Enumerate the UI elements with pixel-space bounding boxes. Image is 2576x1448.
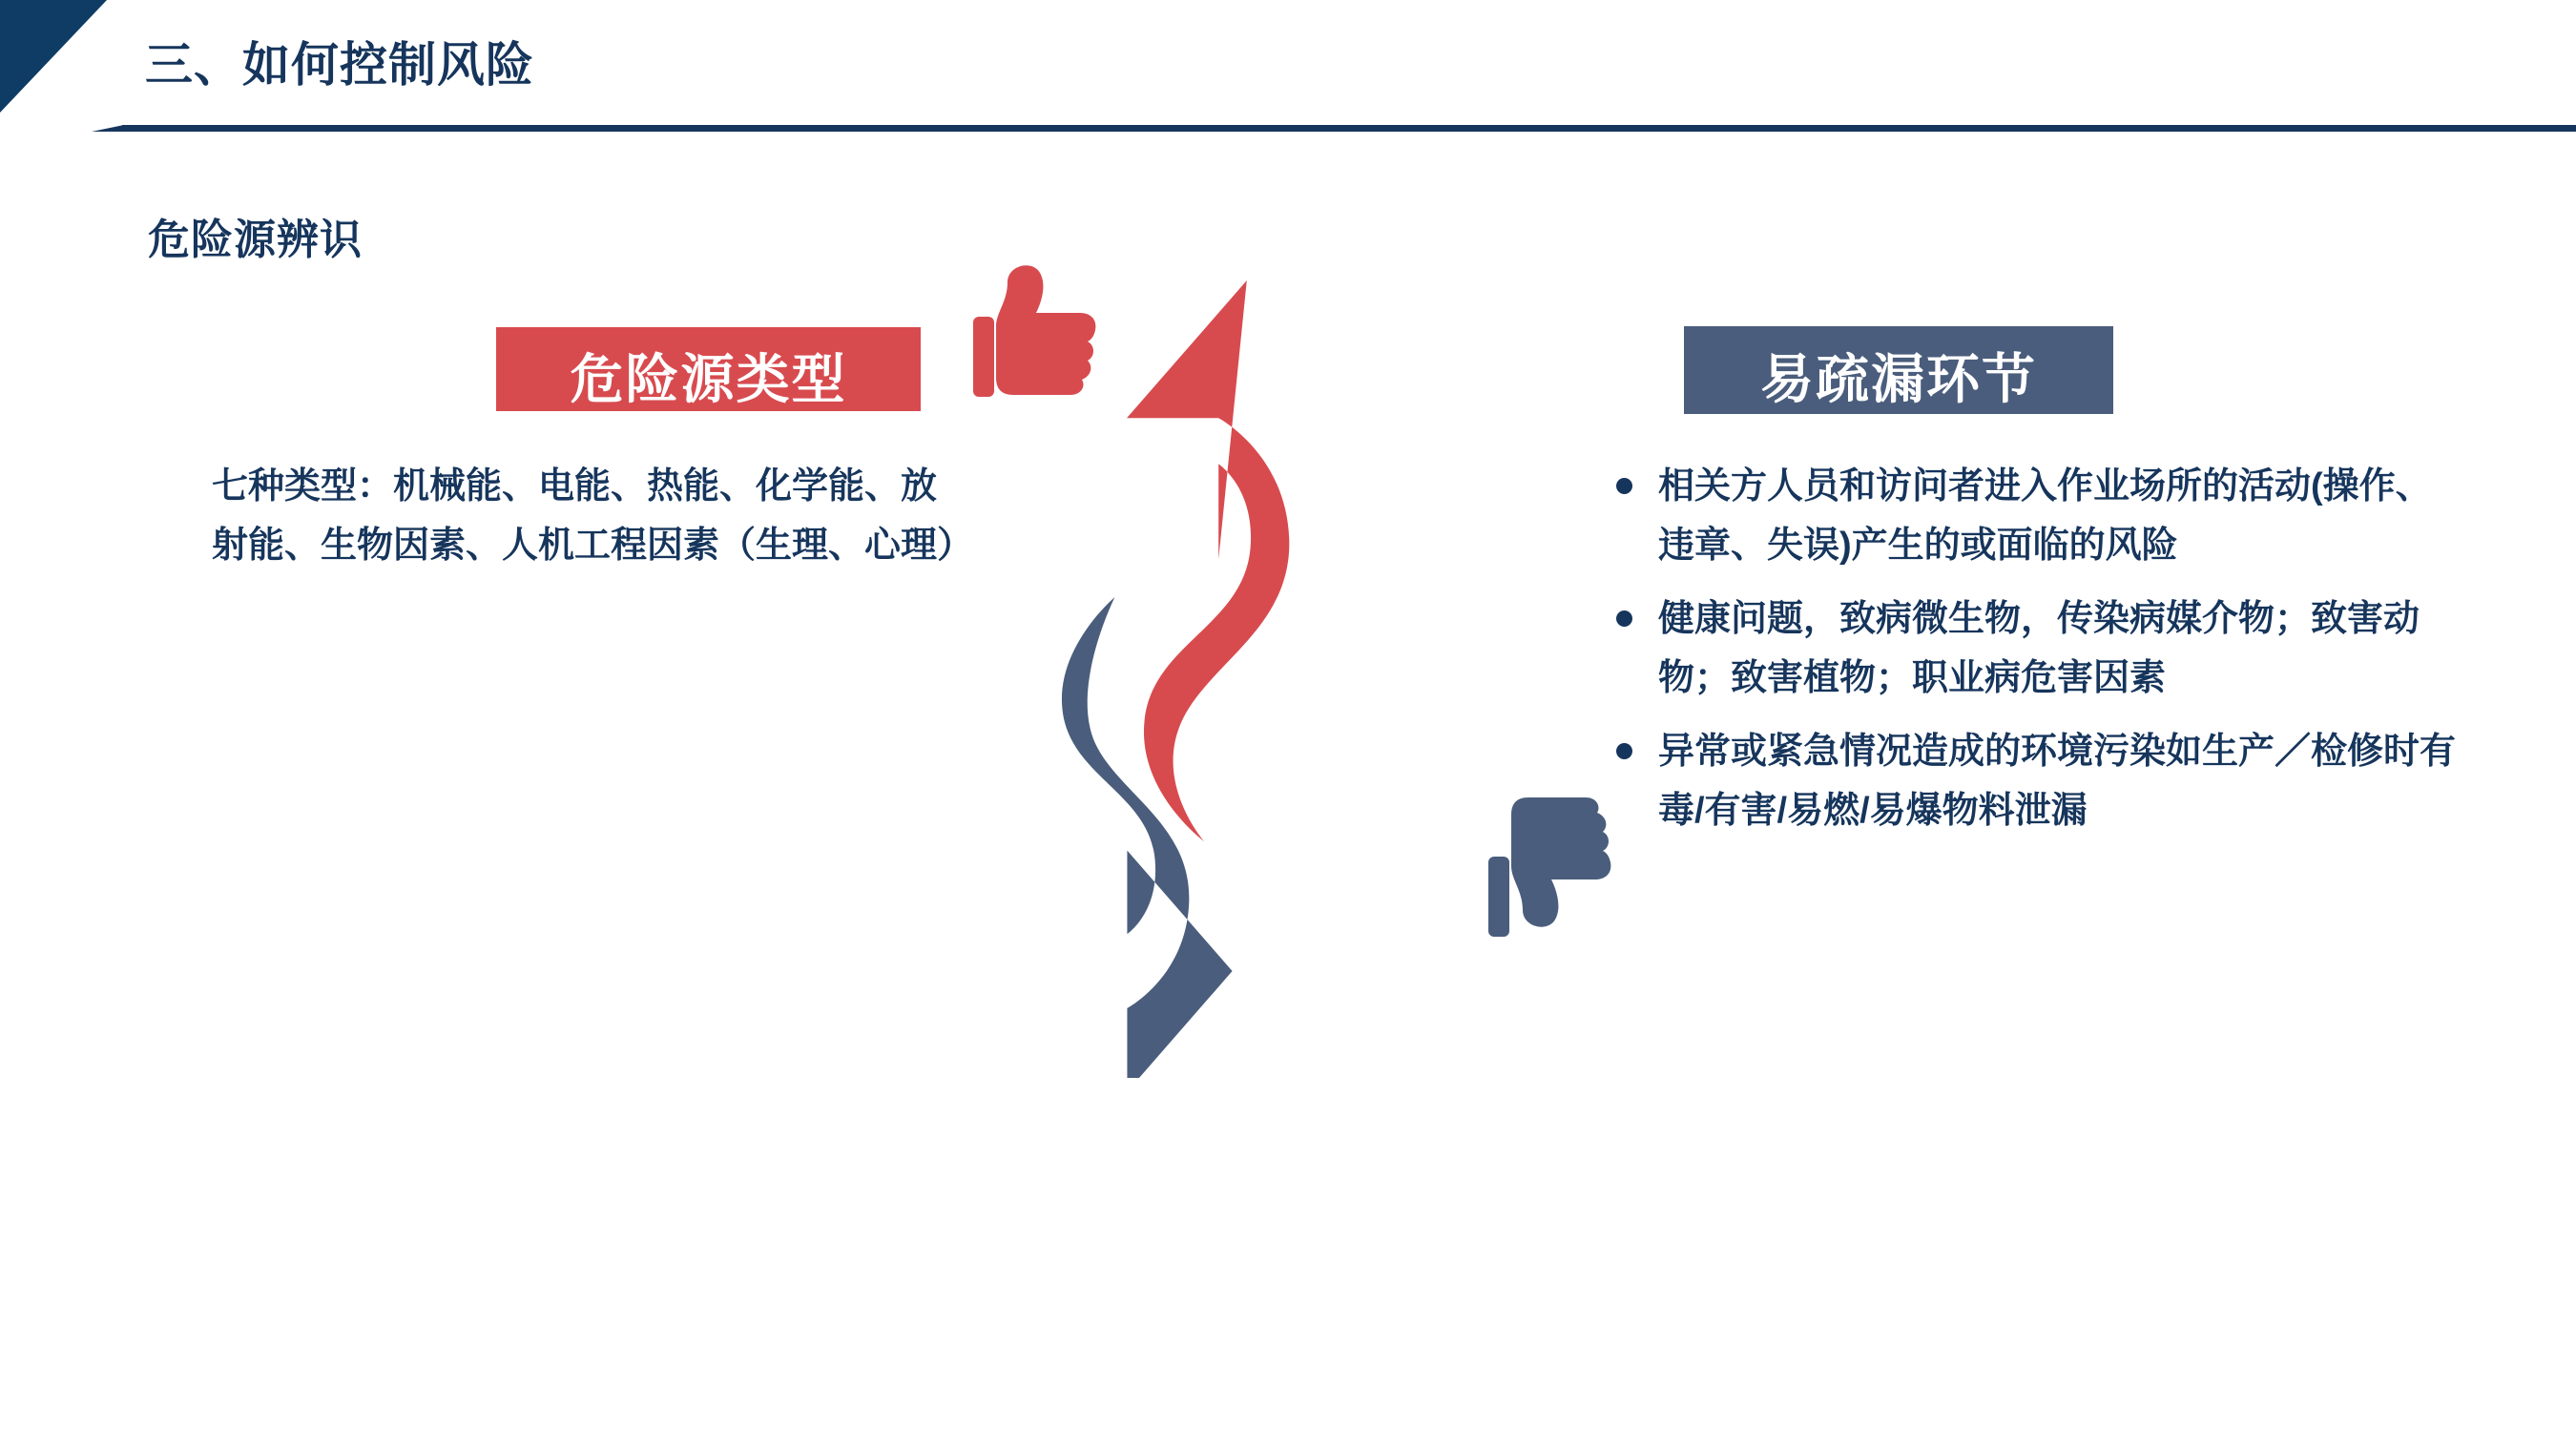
weak-link-badge xyxy=(1684,326,2113,414)
hazard-type-body xyxy=(212,458,974,575)
list-item-text: 异常或紧急情况造成的环境污染如生产／检修时有毒/有害/易燃/易爆物料泄漏 xyxy=(1658,732,2457,831)
section-subtitle: 危险源辨识 xyxy=(148,217,363,263)
list-item xyxy=(1603,723,2462,840)
bullet-dot-icon xyxy=(1616,743,1632,759)
list-item xyxy=(1603,590,2462,708)
hazard-type-badge xyxy=(496,327,921,411)
header-rule-taper xyxy=(92,125,124,132)
hazard-type-badge-label: 危险源类型 xyxy=(570,349,847,409)
curved-arrow-up-icon xyxy=(1127,280,1289,841)
slide-header xyxy=(0,0,2576,141)
thumbs-down-icon xyxy=(1488,797,1610,937)
center-arrows-graphic xyxy=(973,258,1622,1078)
list-item-text: 相关方人员和访问者进入作业场所的活动(操作、违章、失误)产生的或面临的风险 xyxy=(1658,466,2432,566)
hazard-type-body-text: 机械能、电能、热能、化学能、放射能、生物因素、人机工程因素（生理、心理） xyxy=(212,466,974,566)
thumbs-up-icon xyxy=(973,265,1095,397)
header-rule xyxy=(122,125,2576,132)
page-title: 三、如何控制风险 xyxy=(145,38,534,92)
bullet-dot-icon xyxy=(1616,610,1632,627)
header-corner-decoration xyxy=(0,0,107,113)
bullet-dot-icon xyxy=(1616,478,1632,494)
list-item xyxy=(1603,458,2462,575)
weak-link-bullet-list xyxy=(1603,458,2462,856)
weak-link-badge-label: 易疏漏环节 xyxy=(1760,349,2037,409)
hazard-type-body-lead: 七种类型： xyxy=(212,466,394,507)
list-item-text: 健康问题，致病微生物，传染病媒介物；致害动物；致害植物；职业病危害因素 xyxy=(1658,599,2420,698)
